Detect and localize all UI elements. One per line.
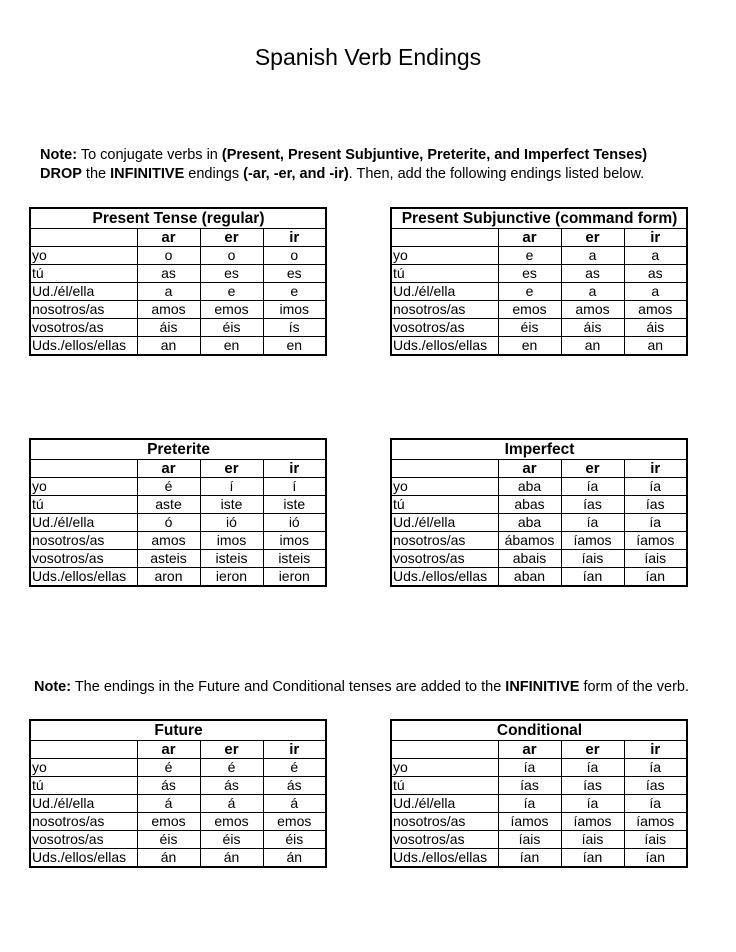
ending-cell: íais (561, 831, 624, 849)
pronoun-cell: yo (391, 247, 498, 265)
ending-cell: án (263, 849, 326, 868)
pronoun-cell: nosotros/as (30, 301, 137, 319)
ending-cell: ía (498, 795, 561, 813)
pronoun-cell: vosotros/as (391, 831, 498, 849)
ending-cell: aba (498, 478, 561, 496)
pronoun-cell: tú (391, 265, 498, 283)
ending-cell: ábamos (498, 532, 561, 550)
ending-cell: í (200, 478, 263, 496)
ending-cell: aron (137, 568, 200, 587)
ending-cell: ó (137, 514, 200, 532)
ending-cell: é (263, 759, 326, 777)
ending-cell: a (561, 283, 624, 301)
table-row (30, 283, 326, 301)
pronoun-cell: Uds./ellos/ellas (30, 849, 137, 868)
header-blank-cell (391, 460, 498, 478)
table-title: Present Tense (regular) (30, 208, 326, 229)
table-row (30, 777, 326, 795)
note-infinitive: INFINITIVE (505, 679, 580, 695)
pronoun-cell: nosotros/as (391, 301, 498, 319)
table-row (30, 532, 326, 550)
pronoun-cell: vosotros/as (391, 550, 498, 568)
table-row (391, 550, 687, 568)
note-label: Note: (40, 147, 78, 163)
pronoun-cell: tú (30, 265, 137, 283)
table-row (391, 319, 687, 337)
table-row (391, 849, 687, 868)
ending-cell: emos (263, 813, 326, 831)
ending-cell: as (137, 265, 200, 283)
ending-cell: asteis (137, 550, 200, 568)
ending-cell: éis (263, 831, 326, 849)
table-row (391, 759, 687, 777)
table-row (391, 478, 687, 496)
ending-cell: ía (624, 759, 687, 777)
pronoun-cell: Uds./ellos/ellas (30, 568, 137, 587)
page-title: Spanish Verb Endings (254, 44, 482, 70)
table-row (391, 337, 687, 356)
header-blank-cell (30, 741, 137, 759)
ending-cell: ió (200, 514, 263, 532)
ending-cell: ieron (200, 568, 263, 587)
ending-cell: íamos (624, 813, 687, 831)
ending-cell: íais (624, 831, 687, 849)
ending-cell: a (561, 247, 624, 265)
ending-cell: á (200, 795, 263, 813)
column-header-ar: ar (137, 460, 200, 478)
ending-cell: áis (561, 319, 624, 337)
ending-cell: emos (498, 301, 561, 319)
column-header-ir: ir (263, 741, 326, 759)
header-blank-cell (30, 229, 137, 247)
pronoun-cell: Ud./él/ella (391, 795, 498, 813)
pronoun-cell: vosotros/as (30, 550, 137, 568)
pronoun-cell: vosotros/as (391, 319, 498, 337)
table-row (30, 849, 326, 868)
ending-cell: o (137, 247, 200, 265)
conditional-table (390, 719, 688, 868)
table-row (391, 777, 687, 795)
ending-cell: amos (561, 301, 624, 319)
ending-cell: as (561, 265, 624, 283)
note-label: Note: (34, 679, 72, 695)
pronoun-cell: Ud./él/ella (30, 795, 137, 813)
ending-cell: ía (561, 795, 624, 813)
table-row (30, 265, 326, 283)
ending-cell: e (263, 283, 326, 301)
ending-cell: o (263, 247, 326, 265)
ending-cell: ías (561, 777, 624, 795)
ending-cell: es (200, 265, 263, 283)
ending-cell: isteis (200, 550, 263, 568)
ending-cell: es (498, 265, 561, 283)
ending-cell: a (137, 283, 200, 301)
ending-cell: ís (263, 319, 326, 337)
column-header-ir: ir (624, 741, 687, 759)
ending-cell: án (200, 849, 263, 868)
pronoun-cell: yo (391, 478, 498, 496)
ending-cell: íamos (561, 532, 624, 550)
table-row (30, 247, 326, 265)
table-row (30, 496, 326, 514)
ending-cell: isteis (263, 550, 326, 568)
table-title: Conditional (391, 720, 687, 741)
table-row (30, 337, 326, 356)
ending-cell: éis (200, 319, 263, 337)
pronoun-cell: Uds./ellos/ellas (391, 337, 498, 356)
preterite-table (29, 438, 327, 587)
table-row (30, 759, 326, 777)
ending-cell: a (624, 283, 687, 301)
note-infinitive: INFINITIVE (110, 166, 185, 182)
table-row (30, 301, 326, 319)
pronoun-cell: nosotros/as (30, 532, 137, 550)
ending-cell: imos (263, 532, 326, 550)
ending-cell: ían (561, 568, 624, 587)
ending-cell: ieron (263, 568, 326, 587)
ending-cell: abas (498, 496, 561, 514)
ending-cell: aba (498, 514, 561, 532)
header-blank-cell (391, 229, 498, 247)
ending-cell: en (263, 337, 326, 356)
column-header-er: er (561, 741, 624, 759)
ending-cell: ía (561, 514, 624, 532)
ending-cell: ían (624, 849, 687, 868)
column-header-er: er (561, 229, 624, 247)
column-header-er: er (561, 460, 624, 478)
ending-cell: es (263, 265, 326, 283)
ending-cell: aban (498, 568, 561, 587)
column-header-er: er (200, 229, 263, 247)
ending-cell: abais (498, 550, 561, 568)
ending-cell: ías (624, 496, 687, 514)
table-row (30, 550, 326, 568)
table-row (30, 831, 326, 849)
note-future-conditional (34, 678, 724, 697)
column-header-ar: ar (498, 460, 561, 478)
table-row (391, 301, 687, 319)
table-row (30, 478, 326, 496)
ending-cell: ía (624, 514, 687, 532)
ending-cell: íamos (498, 813, 561, 831)
note-text: endings (184, 166, 244, 182)
future-table (29, 719, 327, 868)
pronoun-cell: nosotros/as (30, 813, 137, 831)
table-row (391, 283, 687, 301)
pronoun-cell: yo (391, 759, 498, 777)
table-row (391, 514, 687, 532)
column-header-er: er (200, 741, 263, 759)
ending-cell: ían (561, 849, 624, 868)
ending-cell: ían (624, 568, 687, 587)
table-row (30, 568, 326, 587)
header-blank-cell (30, 460, 137, 478)
pronoun-cell: yo (30, 478, 137, 496)
pronoun-cell: vosotros/as (30, 831, 137, 849)
table-row (391, 568, 687, 587)
ending-cell: íamos (561, 813, 624, 831)
column-header-ar: ar (498, 229, 561, 247)
pronoun-cell: yo (30, 247, 137, 265)
ending-cell: ía (498, 759, 561, 777)
table-title: Present Subjunctive (command form) (391, 208, 687, 229)
ending-cell: ían (498, 849, 561, 868)
ending-cell: í (263, 478, 326, 496)
ending-cell: íamos (624, 532, 687, 550)
ending-cell: é (137, 478, 200, 496)
ending-cell: emos (200, 813, 263, 831)
ending-cell: e (498, 283, 561, 301)
ending-cell: emos (200, 301, 263, 319)
column-header-ir: ir (624, 229, 687, 247)
table-row (391, 496, 687, 514)
ending-cell: éis (200, 831, 263, 849)
note-text: To conjugate verbs in (77, 147, 222, 163)
column-header-er: er (200, 460, 263, 478)
pronoun-cell: tú (391, 777, 498, 795)
header-blank-cell (391, 741, 498, 759)
pronoun-cell: Uds./ellos/ellas (391, 568, 498, 587)
ending-cell: ía (624, 795, 687, 813)
note-drop-infinitive (40, 146, 720, 184)
ending-cell: ía (561, 478, 624, 496)
table-title: Imperfect (391, 439, 687, 460)
ending-cell: en (498, 337, 561, 356)
note-tenses: (Present, Present Subjuntive, Preterite, and Imperfect Tenses) (221, 147, 648, 163)
pronoun-cell: nosotros/as (391, 532, 498, 550)
pronoun-cell: yo (30, 759, 137, 777)
ending-cell: áis (137, 319, 200, 337)
table-row (391, 265, 687, 283)
ending-cell: á (263, 795, 326, 813)
pronoun-cell: Ud./él/ella (391, 283, 498, 301)
column-header-ar: ar (498, 741, 561, 759)
table-row (391, 813, 687, 831)
ending-cell: e (200, 283, 263, 301)
ending-cell: ía (624, 478, 687, 496)
ending-cell: íais (498, 831, 561, 849)
table-row (391, 532, 687, 550)
column-header-ar: ar (137, 229, 200, 247)
column-header-ir: ir (624, 460, 687, 478)
ending-cell: ás (263, 777, 326, 795)
pronoun-cell: Ud./él/ella (30, 514, 137, 532)
ending-cell: en (200, 337, 263, 356)
ending-cell: an (561, 337, 624, 356)
table-title: Preterite (30, 439, 326, 460)
table-row (30, 319, 326, 337)
ending-cell: ías (624, 777, 687, 795)
ending-cell: emos (137, 813, 200, 831)
ending-cell: ió (263, 514, 326, 532)
ending-cell: éis (137, 831, 200, 849)
pronoun-cell: Uds./ellos/ellas (30, 337, 137, 356)
ending-cell: án (137, 849, 200, 868)
pronoun-cell: nosotros/as (391, 813, 498, 831)
ending-cell: an (624, 337, 687, 356)
ending-cell: ía (561, 759, 624, 777)
ending-cell: ías (498, 777, 561, 795)
ending-cell: imos (263, 301, 326, 319)
ending-cell: ías (561, 496, 624, 514)
ending-cell: é (137, 759, 200, 777)
table-title: Future (30, 720, 326, 741)
note-endings: (-ar, -er, and -ir) (243, 166, 349, 182)
ending-cell: ás (200, 777, 263, 795)
note-text: form of the verb. (579, 679, 690, 695)
note-drop: DROP (40, 166, 82, 182)
ending-cell: íais (561, 550, 624, 568)
pronoun-cell: Uds./ellos/ellas (391, 849, 498, 868)
pronoun-cell: Ud./él/ella (391, 514, 498, 532)
table-row (30, 813, 326, 831)
column-header-ir: ir (263, 460, 326, 478)
ending-cell: áis (624, 319, 687, 337)
ending-cell: á (137, 795, 200, 813)
column-header-ar: ar (137, 741, 200, 759)
ending-cell: e (498, 247, 561, 265)
note-text: The endings in the Future and Conditional tenses are added to the (71, 679, 506, 695)
ending-cell: ás (137, 777, 200, 795)
table-row (30, 514, 326, 532)
pronoun-cell: tú (30, 496, 137, 514)
imperfect-table (390, 438, 688, 587)
table-row (391, 831, 687, 849)
present-subjunctive-table (390, 207, 688, 356)
pronoun-cell: tú (30, 777, 137, 795)
pronoun-cell: vosotros/as (30, 319, 137, 337)
ending-cell: an (137, 337, 200, 356)
column-header-ir: ir (263, 229, 326, 247)
note-text: the (81, 166, 111, 182)
pronoun-cell: Ud./él/ella (30, 283, 137, 301)
present-tense-table (29, 207, 327, 356)
table-row (30, 795, 326, 813)
ending-cell: as (624, 265, 687, 283)
ending-cell: iste (200, 496, 263, 514)
ending-cell: íais (624, 550, 687, 568)
ending-cell: imos (200, 532, 263, 550)
ending-cell: é (200, 759, 263, 777)
note-text: . Then, add the following endings listed below. (348, 166, 645, 182)
ending-cell: amos (624, 301, 687, 319)
ending-cell: amos (137, 532, 200, 550)
ending-cell: iste (263, 496, 326, 514)
ending-cell: amos (137, 301, 200, 319)
ending-cell: o (200, 247, 263, 265)
ending-cell: éis (498, 319, 561, 337)
table-row (391, 247, 687, 265)
pronoun-cell: tú (391, 496, 498, 514)
table-row (391, 795, 687, 813)
ending-cell: a (624, 247, 687, 265)
ending-cell: aste (137, 496, 200, 514)
